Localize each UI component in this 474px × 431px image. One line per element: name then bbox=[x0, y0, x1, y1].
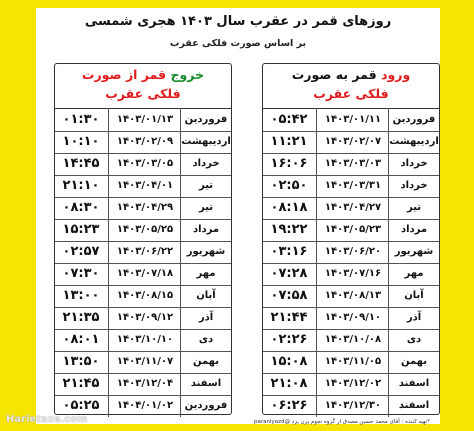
month-cell: شهریور bbox=[180, 240, 231, 263]
month-cell: آذر bbox=[388, 306, 439, 329]
table-row bbox=[263, 306, 439, 330]
month-cell: تیر bbox=[180, 174, 231, 197]
time-cell: ۰۲:۵۰ bbox=[270, 178, 308, 193]
table-row bbox=[263, 196, 439, 220]
date-cell: ۱۴۰۳/۰۷/۱۶ bbox=[316, 262, 389, 285]
month-cell: فروردین bbox=[388, 108, 439, 131]
table-row bbox=[55, 152, 231, 176]
time-cell: ۱۵:۰۸ bbox=[270, 354, 308, 369]
date-cell: ۱۴۰۳/۱۲/۳۰ bbox=[316, 394, 389, 417]
entry-table-header bbox=[263, 64, 439, 109]
entry-header-line2: فلکی عقرب bbox=[313, 86, 389, 101]
date-cell: ۱۴۰۳/۰۴/۲۹ bbox=[108, 196, 181, 219]
page-title: روزهای قمر در عقرب سال ۱۴۰۳ هجری شمسی bbox=[84, 14, 392, 29]
time-cell: ۱۶:۰۶ bbox=[270, 156, 308, 171]
time-cell: ۰۸:۰۱ bbox=[62, 332, 100, 347]
table-row bbox=[263, 284, 439, 308]
time-cell: ۱۴:۴۵ bbox=[62, 156, 100, 171]
date-cell: ۱۴۰۳/۰۶/۲۲ bbox=[108, 240, 181, 263]
month-cell: آذر bbox=[180, 306, 231, 329]
time-cell: ۱۱:۲۱ bbox=[270, 134, 308, 149]
month-cell: آبان bbox=[388, 284, 439, 307]
table-row bbox=[263, 350, 439, 374]
exit-header-line2: فلکی عقرب bbox=[105, 86, 181, 101]
entry-header-rest: قمر به صورت bbox=[291, 67, 382, 82]
month-cell: اسفند bbox=[388, 372, 439, 395]
table-row bbox=[55, 174, 231, 198]
date-cell: ۱۴۰۳/۰۹/۱۲ bbox=[108, 306, 181, 329]
month-cell: اسفند bbox=[388, 394, 439, 417]
time-cell: ۲۱:۰۸ bbox=[270, 376, 308, 391]
time-cell: ۱۳:۰۰ bbox=[62, 288, 100, 303]
date-cell: ۱۴۰۳/۰۶/۲۰ bbox=[316, 240, 389, 263]
date-cell: ۱۴۰۳/۱۱/۰۷ bbox=[108, 350, 181, 373]
time-cell: ۰۷:۲۸ bbox=[270, 266, 308, 281]
time-cell: ۰۵:۴۲ bbox=[270, 112, 308, 127]
time-cell: ۰۵:۲۵ bbox=[62, 398, 100, 413]
date-cell: ۱۴۰۳/۰۱/۱۳ bbox=[108, 108, 181, 131]
table-row bbox=[263, 152, 439, 176]
table-row bbox=[263, 240, 439, 264]
time-cell: ۲۱:۴۵ bbox=[62, 376, 100, 391]
month-cell: دی bbox=[180, 328, 231, 351]
exit-table bbox=[54, 63, 232, 415]
table-row bbox=[55, 350, 231, 374]
date-cell: ۱۴۰۳/۰۳/۳۱ bbox=[316, 174, 389, 197]
month-cell: خرداد bbox=[388, 152, 439, 175]
exit-table-header bbox=[55, 64, 231, 109]
table-row bbox=[55, 196, 231, 220]
table-row bbox=[55, 262, 231, 286]
date-cell: ۱۴۰۳/۰۹/۱۰ bbox=[316, 306, 389, 329]
exit-table-rows bbox=[55, 108, 231, 414]
month-cell: اردیبهشت bbox=[180, 130, 231, 153]
month-cell: آبان bbox=[180, 284, 231, 307]
entry-table-rows bbox=[263, 108, 439, 414]
time-cell: ۲۱:۴۴ bbox=[270, 310, 308, 325]
infographic-card bbox=[36, 8, 440, 424]
page-subtitle: بر اساس صورت فلکی عقرب bbox=[169, 38, 307, 49]
time-cell: ۰۶:۲۶ bbox=[270, 398, 308, 413]
date-cell: ۱۴۰۳/۰۲/۰۷ bbox=[316, 130, 389, 153]
month-cell: مرداد bbox=[180, 218, 231, 241]
month-cell: خرداد bbox=[388, 174, 439, 197]
time-cell: ۰۷:۳۰ bbox=[62, 266, 100, 281]
month-cell: فروردین bbox=[180, 108, 231, 131]
date-cell: ۱۴۰۳/۰۳/۰۵ bbox=[108, 152, 181, 175]
time-cell: ۱۰:۱۰ bbox=[62, 134, 100, 149]
month-cell: اردیبهشت bbox=[388, 130, 439, 153]
date-cell: ۱۴۰۳/۱۱/۰۵ bbox=[316, 350, 389, 373]
time-cell: ۰۱:۳۰ bbox=[62, 112, 100, 127]
time-cell: ۰۷:۵۸ bbox=[270, 288, 308, 303]
table-row bbox=[263, 394, 439, 417]
table-row bbox=[263, 328, 439, 352]
time-cell: ۱۵:۲۳ bbox=[62, 222, 100, 237]
date-cell: ۱۴۰۳/۰۴/۲۷ bbox=[316, 196, 389, 219]
time-cell: ۲۱:۱۰ bbox=[62, 178, 100, 193]
table-row bbox=[263, 130, 439, 154]
table-row bbox=[55, 240, 231, 264]
table-row bbox=[55, 130, 231, 154]
month-cell: بهمن bbox=[388, 350, 439, 373]
month-cell: مهر bbox=[388, 262, 439, 285]
time-cell: ۰۲:۲۶ bbox=[270, 332, 308, 347]
time-cell: ۰۳:۱۶ bbox=[270, 244, 308, 259]
month-cell: فروردین bbox=[180, 394, 231, 417]
table-row bbox=[55, 108, 231, 132]
date-cell: ۱۴۰۳/۰۲/۰۹ bbox=[108, 130, 181, 153]
date-cell: ۱۴۰۳/۱۰/۱۰ bbox=[108, 328, 181, 351]
month-cell: خرداد bbox=[180, 152, 231, 175]
table-row bbox=[263, 218, 439, 242]
month-cell: تیر bbox=[388, 196, 439, 219]
time-cell: ۰۲:۵۷ bbox=[62, 244, 100, 259]
date-cell: ۱۴۰۳/۱۰/۰۸ bbox=[316, 328, 389, 351]
table-row bbox=[263, 108, 439, 132]
exit-header-word: خروج bbox=[170, 67, 205, 82]
exit-header-rest: قمر از صورت bbox=[81, 67, 171, 82]
date-cell: ۱۴۰۳/۱۲/۰۴ bbox=[108, 372, 181, 395]
date-cell: ۱۴۰۳/۰۸/۱۵ bbox=[108, 284, 181, 307]
table-row bbox=[55, 284, 231, 308]
table-row bbox=[263, 262, 439, 286]
date-cell: ۱۴۰۳/۰۱/۱۱ bbox=[316, 108, 389, 131]
table-row bbox=[55, 328, 231, 352]
date-cell: ۱۴۰۳/۱۲/۰۲ bbox=[316, 372, 389, 395]
month-cell: مهر bbox=[180, 262, 231, 285]
time-cell: ۱۹:۲۲ bbox=[270, 222, 308, 237]
exit-header-line1 bbox=[55, 67, 231, 82]
entry-header-word: ورود bbox=[381, 67, 411, 82]
date-cell: ۱۴۰۳/۰۴/۰۱ bbox=[108, 174, 181, 197]
month-cell: بهمن bbox=[180, 350, 231, 373]
entry-header-line1 bbox=[263, 67, 439, 82]
month-cell: تیر bbox=[180, 196, 231, 219]
time-cell: ۱۳:۵۰ bbox=[62, 354, 100, 369]
credit-line: *تهیه کننده : آقای محمد حسین مصدق از گروه نجوم پرن یزد @paraniyazd bbox=[253, 419, 430, 425]
date-cell: ۱۴۰۴/۰۱/۰۲ bbox=[108, 394, 181, 417]
site-watermark: Harietaze.com bbox=[6, 414, 88, 425]
time-cell: ۲۱:۳۵ bbox=[62, 310, 100, 325]
table-row bbox=[263, 372, 439, 396]
date-cell: ۱۴۰۳/۰۵/۲۵ bbox=[108, 218, 181, 241]
date-cell: ۱۴۰۳/۰۵/۲۳ bbox=[316, 218, 389, 241]
entry-table bbox=[262, 63, 440, 415]
table-row bbox=[55, 218, 231, 242]
table-row bbox=[263, 174, 439, 198]
table-row bbox=[55, 306, 231, 330]
date-cell: ۱۴۰۳/۰۸/۱۳ bbox=[316, 284, 389, 307]
month-cell: اسفند bbox=[180, 372, 231, 395]
month-cell: شهریور bbox=[388, 240, 439, 263]
table-row bbox=[55, 372, 231, 396]
time-cell: ۰۸:۳۰ bbox=[62, 200, 100, 215]
date-cell: ۱۴۰۳/۰۷/۱۸ bbox=[108, 262, 181, 285]
month-cell: دی bbox=[388, 328, 439, 351]
time-cell: ۰۸:۱۸ bbox=[270, 200, 308, 215]
month-cell: مرداد bbox=[388, 218, 439, 241]
date-cell: ۱۴۰۳/۰۳/۰۳ bbox=[316, 152, 389, 175]
